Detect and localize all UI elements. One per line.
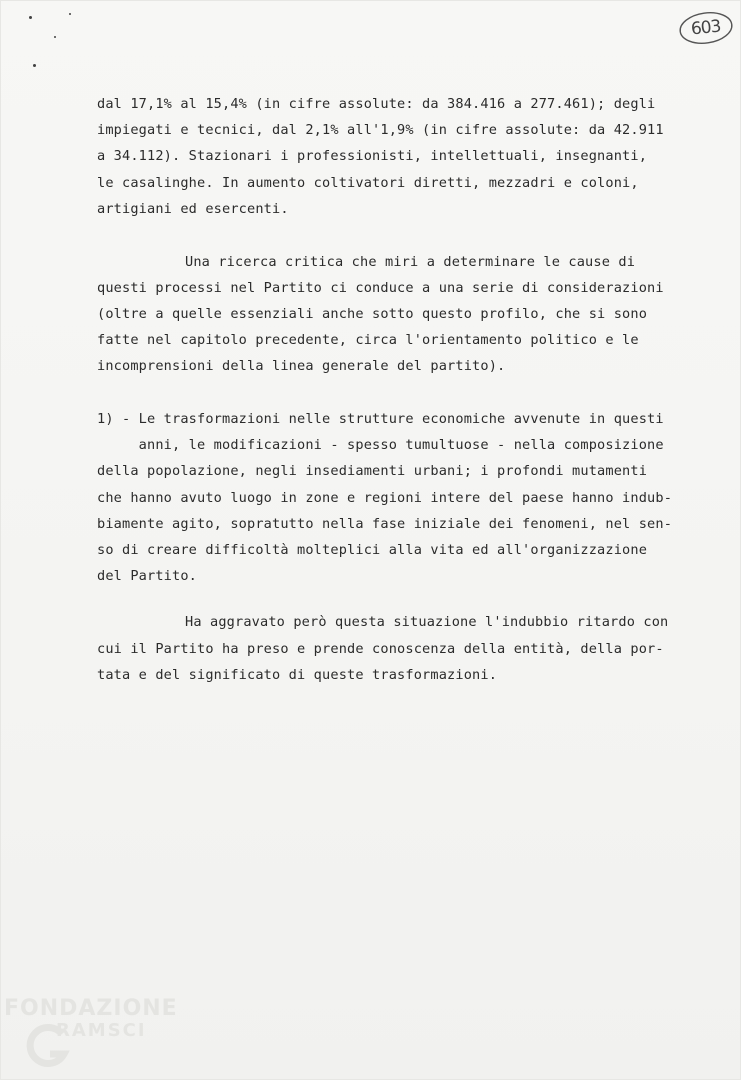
- scan-speck: [69, 13, 71, 15]
- text-line: del Partito.: [97, 568, 198, 585]
- text-line: (oltre a quelle essenziali anche sotto questo profilo, che si sono: [97, 305, 648, 322]
- watermark-line-2: RAMSCI: [56, 1020, 147, 1041]
- typewritten-body: [97, 91, 707, 688]
- paragraph-indented: [97, 249, 707, 380]
- text-line: 1) - Le trasformazioni nelle strutture economiche avvenute in questi: [97, 411, 664, 428]
- paragraph-numbered-item: [97, 406, 707, 589]
- scan-speck: [33, 64, 36, 67]
- watermark-line-1: FONDAZIONE: [4, 996, 178, 1021]
- handwritten-page-number: [677, 10, 735, 46]
- page-number-text: 603: [690, 16, 722, 40]
- text-line: tata e del significato di queste trasformazioni.: [97, 666, 498, 683]
- text-line: anni, le modificazioni - spesso tumultuose - nella composizione: [97, 437, 664, 454]
- text-line: impiegati e tecnici, dal 2,1% all'1,9% (in cifre assolute: da 42.911: [97, 122, 664, 139]
- fondazione-gramsci-watermark: [4, 996, 194, 1076]
- text-line: incomprensioni della linea generale del partito).: [97, 358, 506, 375]
- scan-speck: [29, 16, 32, 19]
- text-line: fatte nel capitolo precedente, circa l'orientamento politico e le: [97, 332, 639, 349]
- text-line: a 34.112). Stazionari i professionisti, intellettuali, insegnanti,: [97, 148, 648, 165]
- text-line: questi processi nel Partito ci conduce a una serie di considerazioni: [97, 279, 664, 296]
- text-line: biamente agito, sopratutto nella fase iniziale dei fenomeni, nel sen-: [97, 515, 673, 532]
- text-line: le casalinghe. In aumento coltivatori diretti, mezzadri e coloni,: [97, 174, 639, 191]
- text-line: so di creare difficoltà molteplici alla vita ed all'organizzazione: [97, 542, 648, 559]
- text-line: dal 17,1% al 15,4% (in cifre assolute: da 384.416 a 277.461); degli: [97, 96, 656, 112]
- text-line: Una ricerca critica che miri a determinare le cause di: [185, 253, 636, 270]
- text-line: artigiani ed esercenti.: [97, 200, 289, 217]
- paragraph-indented: [97, 609, 707, 688]
- paragraph-continuation: [97, 91, 707, 222]
- text-line: che hanno avuto luogo in zone e regioni intere del paese hanno indub-: [97, 489, 673, 506]
- scan-speck: [54, 36, 56, 38]
- text-line: cui il Partito ha preso e prende conoscenza della entità, della por-: [97, 640, 664, 657]
- text-line: Ha aggravato però questa situazione l'indubbio ritardo con: [185, 614, 669, 631]
- text-line: della popolazione, negli insediamenti urbani; i profondi mutamenti: [97, 463, 648, 480]
